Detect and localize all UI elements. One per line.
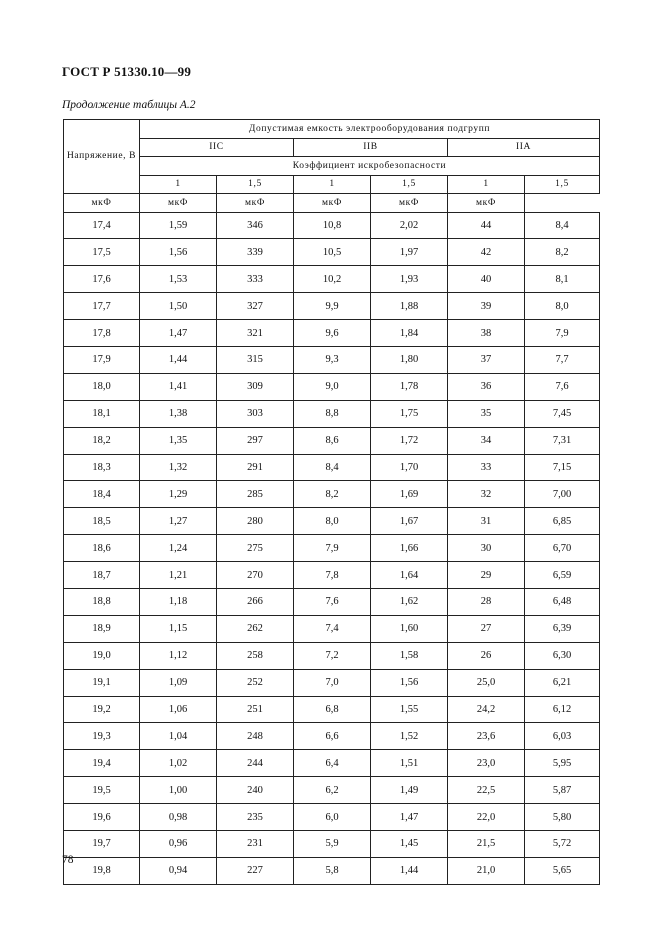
capacitance-cell: 9,6 [294,320,371,347]
capacitance-cell: 1,12 [140,642,217,669]
capacitance-cell: 339 [217,239,294,266]
capacitance-cell: 1,97 [371,239,448,266]
capacitance-cell: 1,50 [140,293,217,320]
capacitance-cell: 44 [448,212,525,239]
voltage-cell: 19,6 [64,804,140,831]
capacitance-cell: 7,7 [525,346,600,373]
table-row [64,454,600,481]
voltage-cell: 19,2 [64,696,140,723]
table-row [64,427,600,454]
capacitance-cell: 6,48 [525,588,600,615]
capacitance-cell: 42 [448,239,525,266]
capacitance-cell: 315 [217,346,294,373]
capacitance-cell: 1,41 [140,373,217,400]
capacitance-cell: 333 [217,266,294,293]
capacitance-cell: 6,8 [294,696,371,723]
capacitance-cell: 1,09 [140,669,217,696]
capacitance-cell: 7,9 [294,535,371,562]
capacitance-cell: 1,06 [140,696,217,723]
capacitance-cell: 7,15 [525,454,600,481]
capacitance-cell: 10,5 [294,239,371,266]
document-code: ГОСТ Р 51330.10—99 [62,64,192,79]
capacitance-cell: 1,59 [140,212,217,239]
voltage-cell: 18,6 [64,535,140,562]
capacitance-cell: 8,4 [525,212,600,239]
capacitance-cell: 9,0 [294,373,371,400]
table-row [64,642,600,669]
capacitance-cell: 7,31 [525,427,600,454]
capacitance-cell: 8,6 [294,427,371,454]
capacitance-cell: 1,67 [371,508,448,535]
capacitance-cell: 309 [217,373,294,400]
capacitance-cell: 291 [217,454,294,481]
capacitance-cell: 1,29 [140,481,217,508]
capacitance-cell: 240 [217,777,294,804]
capacitance-cell: 0,96 [140,830,217,857]
unit-cell: мкФ [448,194,525,213]
table-caption: Продолжение таблицы А.2 [62,99,196,111]
capacitance-cell: 31 [448,508,525,535]
capacitance-cell: 1,04 [140,723,217,750]
unit-cell: мкФ [217,194,294,213]
capacitance-cell: 5,8 [294,857,371,884]
capacitance-cell: 1,78 [371,373,448,400]
capacitance-cell: 8,8 [294,400,371,427]
voltage-cell: 19,8 [64,857,140,884]
capacitance-cell: 1,18 [140,588,217,615]
table-row [64,508,600,535]
capacitance-cell: 7,4 [294,615,371,642]
table-row [64,562,600,589]
voltage-cell: 19,4 [64,750,140,777]
table-row [64,696,600,723]
capacitance-cell: 1,52 [371,723,448,750]
header-row-coefficient [64,157,600,176]
capacitance-cell: 248 [217,723,294,750]
table-row [64,750,600,777]
capacitance-cell: 6,6 [294,723,371,750]
capacitance-cell: 9,9 [294,293,371,320]
capacitance-cell: 6,12 [525,696,600,723]
capacitance-cell: 6,30 [525,642,600,669]
subgroup-iic-header: IIC [140,138,294,157]
capacitance-cell: 235 [217,804,294,831]
coefficient-cell: 1,5 [525,175,600,194]
capacitance-cell: 40 [448,266,525,293]
capacitance-cell: 25,0 [448,669,525,696]
capacitance-cell: 2,02 [371,212,448,239]
capacitance-cell: 8,2 [525,239,600,266]
capacitance-cell: 8,4 [294,454,371,481]
capacitance-cell: 1,80 [371,346,448,373]
voltage-cell: 17,7 [64,293,140,320]
capacitance-cell: 7,0 [294,669,371,696]
capacitance-cell: 1,53 [140,266,217,293]
capacitance-cell: 1,60 [371,615,448,642]
capacitance-cell: 29 [448,562,525,589]
capacitance-table [63,119,600,885]
capacitance-cell: 9,3 [294,346,371,373]
table-row [64,212,600,239]
unit-cell: мкФ [371,194,448,213]
table-row [64,830,600,857]
capacitance-cell: 244 [217,750,294,777]
capacitance-cell: 7,45 [525,400,600,427]
capacitance-cell: 321 [217,320,294,347]
subgroup-iia-header: IIA [448,138,600,157]
voltage-cell: 18,5 [64,508,140,535]
voltage-cell: 17,5 [64,239,140,266]
capacitance-cell: 24,2 [448,696,525,723]
header-row-units [64,194,600,213]
capacitance-cell: 5,65 [525,857,600,884]
capacitance-cell: 21,5 [448,830,525,857]
voltage-cell: 17,8 [64,320,140,347]
capacitance-cell: 227 [217,857,294,884]
capacitance-cell: 1,93 [371,266,448,293]
voltage-cell: 19,7 [64,830,140,857]
capacitance-cell: 280 [217,508,294,535]
capacitance-cell: 7,8 [294,562,371,589]
capacitance-cell: 8,0 [294,508,371,535]
capacitance-cell: 1,69 [371,481,448,508]
capacitance-cell: 258 [217,642,294,669]
voltage-cell: 18,0 [64,373,140,400]
capacitance-cell: 22,5 [448,777,525,804]
capacitance-cell: 5,95 [525,750,600,777]
voltage-cell: 18,4 [64,481,140,508]
capacitance-cell: 27 [448,615,525,642]
voltage-cell: 17,9 [64,346,140,373]
capacitance-cell: 0,98 [140,804,217,831]
capacitance-cell: 5,72 [525,830,600,857]
table-row [64,669,600,696]
table-row [64,777,600,804]
voltage-cell: 18,9 [64,615,140,642]
table-row [64,239,600,266]
capacitance-cell: 33 [448,454,525,481]
capacitance-cell: 1,24 [140,535,217,562]
capacitance-cell: 10,2 [294,266,371,293]
coefficient-cell: 1 [140,175,217,194]
capacitance-cell: 1,45 [371,830,448,857]
capacitance-cell: 252 [217,669,294,696]
group-header: Допустимая емкость электрооборудования подгрупп [140,120,600,139]
capacitance-cell: 35 [448,400,525,427]
voltage-cell: 17,4 [64,212,140,239]
capacitance-cell: 8,1 [525,266,600,293]
unit-cell: мкФ [140,194,217,213]
coefficient-cell: 1 [448,175,525,194]
table-row [64,346,600,373]
voltage-cell: 18,8 [64,588,140,615]
capacitance-cell: 1,27 [140,508,217,535]
capacitance-cell: 36 [448,373,525,400]
table-row [64,373,600,400]
table-row [64,266,600,293]
capacitance-cell: 30 [448,535,525,562]
capacitance-cell: 8,2 [294,481,371,508]
capacitance-cell: 7,6 [525,373,600,400]
capacitance-cell: 1,51 [371,750,448,777]
subgroup-iib-header: IIB [294,138,448,157]
capacitance-cell: 5,80 [525,804,600,831]
header-row-coefficient-values [64,175,600,194]
table-row [64,293,600,320]
voltage-cell: 18,7 [64,562,140,589]
capacitance-cell: 1,66 [371,535,448,562]
unit-cell: мкФ [64,194,140,213]
capacitance-cell: 1,47 [371,804,448,831]
capacitance-cell: 266 [217,588,294,615]
table-row [64,535,600,562]
capacitance-cell: 1,88 [371,293,448,320]
capacitance-cell: 5,87 [525,777,600,804]
header-row-group [64,120,600,139]
capacitance-cell: 6,70 [525,535,600,562]
capacitance-cell: 1,70 [371,454,448,481]
capacitance-cell: 1,44 [140,346,217,373]
capacitance-cell: 327 [217,293,294,320]
capacitance-cell: 1,55 [371,696,448,723]
voltage-cell: 19,3 [64,723,140,750]
table-row [64,615,600,642]
capacitance-cell: 1,02 [140,750,217,777]
capacitance-cell: 303 [217,400,294,427]
voltage-cell: 19,0 [64,642,140,669]
capacitance-cell: 37 [448,346,525,373]
voltage-column-header: Напряжение, В [64,120,140,194]
capacitance-cell: 1,58 [371,642,448,669]
table-row [64,804,600,831]
capacitance-cell: 32 [448,481,525,508]
capacitance-cell: 22,0 [448,804,525,831]
capacitance-cell: 39 [448,293,525,320]
coefficient-header: Коэффициент искробезопасности [140,157,600,176]
capacitance-cell: 38 [448,320,525,347]
voltage-cell: 18,3 [64,454,140,481]
voltage-cell: 19,5 [64,777,140,804]
capacitance-cell: 1,47 [140,320,217,347]
coefficient-cell: 1 [294,175,371,194]
capacitance-cell: 7,6 [294,588,371,615]
capacitance-cell: 7,9 [525,320,600,347]
capacitance-cell: 1,75 [371,400,448,427]
capacitance-cell: 1,64 [371,562,448,589]
capacitance-cell: 1,62 [371,588,448,615]
voltage-cell: 17,6 [64,266,140,293]
capacitance-cell: 6,4 [294,750,371,777]
capacitance-cell: 297 [217,427,294,454]
capacitance-cell: 251 [217,696,294,723]
capacitance-cell: 1,00 [140,777,217,804]
header-row-subgroups [64,138,600,157]
capacitance-cell: 275 [217,535,294,562]
unit-cell: мкФ [294,194,371,213]
capacitance-cell: 7,2 [294,642,371,669]
capacitance-cell: 1,15 [140,615,217,642]
capacitance-cell: 8,0 [525,293,600,320]
capacitance-cell: 6,2 [294,777,371,804]
capacitance-cell: 1,44 [371,857,448,884]
capacitance-cell: 270 [217,562,294,589]
capacitance-cell: 26 [448,642,525,669]
capacitance-cell: 34 [448,427,525,454]
capacitance-cell: 23,0 [448,750,525,777]
table-row [64,481,600,508]
capacitance-cell: 21,0 [448,857,525,884]
capacitance-cell: 6,85 [525,508,600,535]
capacitance-cell: 231 [217,830,294,857]
capacitance-cell: 6,59 [525,562,600,589]
table-row [64,857,600,884]
capacitance-cell: 1,84 [371,320,448,347]
capacitance-cell: 6,39 [525,615,600,642]
voltage-cell: 18,2 [64,427,140,454]
capacitance-cell: 1,21 [140,562,217,589]
table-row [64,320,600,347]
capacitance-cell: 6,0 [294,804,371,831]
capacitance-cell: 1,49 [371,777,448,804]
capacitance-cell: 1,32 [140,454,217,481]
page-number: 78 [62,854,74,866]
capacitance-cell: 1,38 [140,400,217,427]
capacitance-cell: 346 [217,212,294,239]
capacitance-cell: 1,72 [371,427,448,454]
capacitance-cell: 0,94 [140,857,217,884]
capacitance-cell: 1,56 [371,669,448,696]
table-row [64,723,600,750]
capacitance-cell: 10,8 [294,212,371,239]
voltage-cell: 19,1 [64,669,140,696]
voltage-cell: 18,1 [64,400,140,427]
capacitance-cell: 6,03 [525,723,600,750]
capacitance-cell: 5,9 [294,830,371,857]
capacitance-cell: 1,35 [140,427,217,454]
table-row [64,588,600,615]
capacitance-cell: 1,56 [140,239,217,266]
capacitance-cell: 262 [217,615,294,642]
capacitance-cell: 285 [217,481,294,508]
table-row [64,400,600,427]
capacitance-cell: 7,00 [525,481,600,508]
capacitance-cell: 6,21 [525,669,600,696]
capacitance-cell: 28 [448,588,525,615]
coefficient-cell: 1,5 [217,175,294,194]
capacitance-cell: 23,6 [448,723,525,750]
coefficient-cell: 1,5 [371,175,448,194]
